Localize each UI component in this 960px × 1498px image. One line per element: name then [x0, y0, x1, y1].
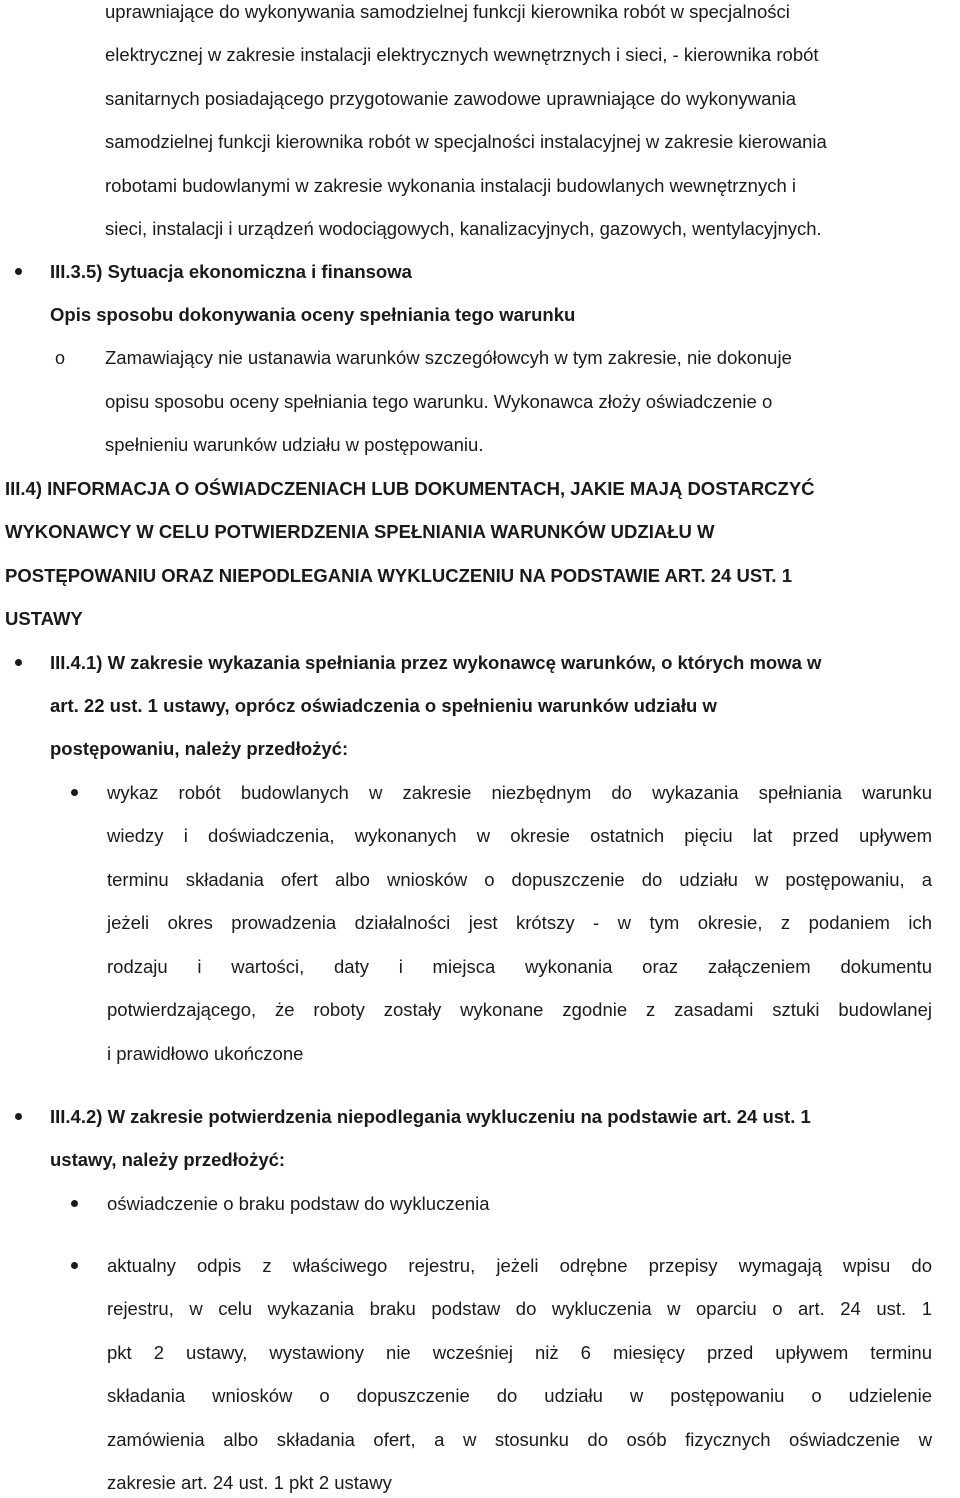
list-item-line: Zamawiający nie ustanawia warunków szczegółowcyh w tym zakresie, nie dokonuje — [105, 347, 792, 368]
bullet-icon — [15, 1113, 22, 1120]
section-heading-3-4: USTAWY — [5, 608, 83, 629]
bullet-icon — [15, 659, 22, 666]
section-heading-3-4: WYKONAWCY W CELU POTWIERDZENIA SPEŁNIANIA WARUNKÓW UDZIAŁU W — [5, 521, 715, 542]
bullet-icon — [71, 1262, 78, 1269]
paragraph-line: elektrycznej w zakresie instalacji elektrycznych wewnętrznych i sieci, - kierownika robót — [105, 44, 819, 65]
section-heading-3-4: POSTĘPOWANIU ORAZ NIEPODLEGANIA WYKLUCZENIU NA PODSTAWIE ART. 24 UST. 1 — [5, 565, 792, 586]
list-item-line: i prawidłowo ukończone — [107, 1043, 304, 1064]
paragraph-line: robotami budowlanymi w zakresie wykonania instalacji budowlanych wewnętrznych i — [105, 175, 796, 196]
section-heading-3-4-2: ustawy, należy przedłożyć: — [50, 1149, 286, 1170]
bullet-icon — [15, 268, 22, 275]
paragraph-line: sieci, instalacji i urządzeń wodociągowych, kanalizacyjnych, gazowych, wentylacyjnych. — [105, 218, 822, 239]
list-item-line: opisu sposobu oceny spełniania tego warunku. Wykonawca złoży oświadczenie o — [105, 391, 773, 412]
list-item-line: zakresie art. 24 ust. 1 pkt 2 ustawy — [107, 1472, 392, 1493]
list-item-line: pkt 2 ustawy, wystawiony nie wcześniej niż 6 miesięcy przed upływem terminu — [107, 1342, 932, 1363]
section-heading-3-4-1: postępowaniu, należy przedłożyć: — [50, 738, 349, 759]
paragraph-line: samodzielnej funkcji kierownika robót w specjalności instalacyjnej w zakresie kierowania — [105, 131, 827, 152]
list-item-line: oświadczenie o braku podstaw do wykluczenia — [107, 1193, 490, 1214]
list-item-line: wiedzy i doświadczenia, wykonanych w okresie ostatnich pięciu lat przed upływem — [107, 825, 932, 846]
list-item-line: zamówienia albo składania ofert, a w stosunku do osób fizycznych oświadczenie w — [107, 1429, 932, 1450]
list-item-line: składania wniosków o dopuszczenie do udziału w postępowaniu o udzielenie — [107, 1385, 932, 1406]
bullet-icon — [71, 1200, 78, 1207]
list-item-line: rejestru, w celu wykazania braku podstaw do wykluczenia w oparciu o art. 24 ust. 1 — [107, 1298, 932, 1319]
list-item-line: wykaz robót budowlanych w zakresie niezbędnym do wykazania spełniania warunku — [107, 782, 932, 803]
section-heading-3-3-5: III.3.5) Sytuacja ekonomiczna i finansowa — [50, 261, 412, 282]
section-heading-3-4-1: art. 22 ust. 1 ustawy, oprócz oświadczenia o spełnieniu warunków udziału w — [50, 695, 717, 716]
section-heading-3-4-2: III.4.2) W zakresie potwierdzenia niepodlegania wykluczeniu na podstawie art. 24 ust. 1 — [50, 1106, 811, 1127]
circle-bullet-icon: o — [55, 348, 66, 368]
section-subheading: Opis sposobu dokonywania oceny spełniania tego warunku — [50, 304, 576, 325]
paragraph-line: sanitarnych posiadającego przygotowanie zawodowe uprawniające do wykonywania — [105, 88, 797, 109]
list-item-line: aktualny odpis z właściwego rejestru, jeżeli odrębne przepisy wymagają wpisu do — [107, 1255, 932, 1276]
paragraph-line: uprawniające do wykonywania samodzielnej funkcji kierownika robót w specjalności — [105, 1, 790, 22]
list-item-line: potwierdzającego, że roboty zostały wykonane zgodnie z zasadami sztuki budowlanej — [107, 999, 932, 1020]
list-item-line: terminu składania ofert albo wniosków o dopuszczenie do udziału w postępowaniu, a — [107, 869, 932, 890]
list-item-line: spełnieniu warunków udziału w postępowaniu. — [105, 434, 484, 455]
section-heading-3-4-1: III.4.1) W zakresie wykazania spełniania przez wykonawcę warunków, o których mowa w — [50, 652, 822, 673]
bullet-icon — [71, 789, 78, 796]
list-item-line: jeżeli okres prowadzenia działalności jest krótszy - w tym okresie, z podaniem ich — [107, 912, 932, 933]
list-item-line: rodzaju i wartości, daty i miejsca wykonania oraz załączeniem dokumentu — [107, 956, 932, 977]
section-heading-3-4: III.4) INFORMACJA O OŚWIADCZENIACH LUB DOKUMENTACH, JAKIE MAJĄ DOSTARCZYĆ — [5, 478, 815, 499]
